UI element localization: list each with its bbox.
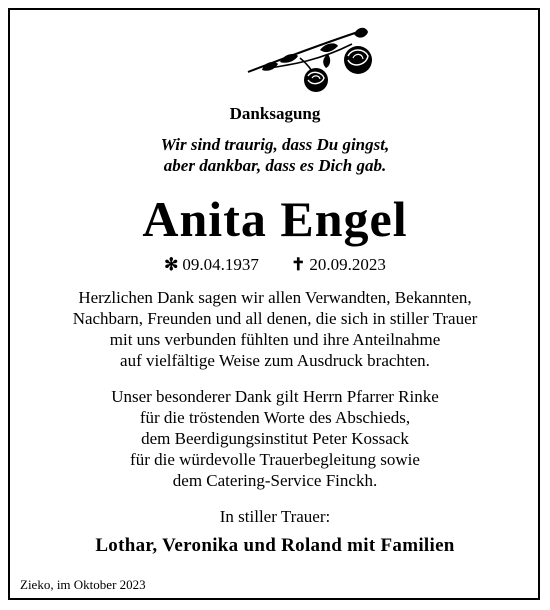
paragraph-line: auf vielfältige Weise zum Ausdruck brachten.: [120, 351, 430, 370]
paragraph-line: Herzlichen Dank sagen wir allen Verwandten, Bekannten,: [78, 288, 472, 307]
motto-line: aber dankbar, dass es Dich gab.: [163, 156, 387, 175]
roses-illustration: [240, 14, 380, 94]
motto: [0, 134, 550, 176]
heading-danksagung: Danksagung: [229, 104, 321, 123]
motto-line: Wir sind traurig, dass Du gingst,: [160, 135, 390, 154]
special-thanks-paragraph: [0, 386, 550, 491]
life-dates: [0, 255, 550, 275]
paragraph-line: dem Beerdigungsinstitut Peter Kossack: [141, 429, 409, 448]
paragraph-line: für die tröstenden Worte des Abschieds,: [139, 408, 411, 427]
death-date-group: [291, 255, 386, 275]
paragraph-line: mit uns verbunden fühlten und ihre Anteilnahme: [109, 330, 441, 349]
death-date: 20.09.2023: [309, 255, 386, 274]
birth-star-icon: ✻: [164, 255, 179, 274]
mourning-label: In stiller Trauer:: [219, 507, 331, 526]
family-names: Lothar, Veronika und Roland mit Familien: [95, 535, 455, 556]
deceased-name: Anita Engel: [142, 191, 408, 247]
paragraph-line: für die würdevolle Trauerbegleitung sowie: [130, 450, 420, 469]
birth-date: 09.04.1937: [182, 255, 259, 274]
birth-date-group: [164, 255, 259, 275]
paragraph-line: Nachbarn, Freunden und all denen, die sich in stiller Trauer: [72, 309, 478, 328]
place-and-date: Zieko, im Oktober 2023: [20, 577, 146, 592]
paragraph-line: dem Catering-Service Finckh.: [172, 471, 378, 490]
thanks-paragraph: [0, 287, 550, 371]
paragraph-line: Unser besonderer Dank gilt Herrn Pfarrer Rinke: [111, 387, 439, 406]
death-cross-icon: ✝: [291, 255, 306, 274]
